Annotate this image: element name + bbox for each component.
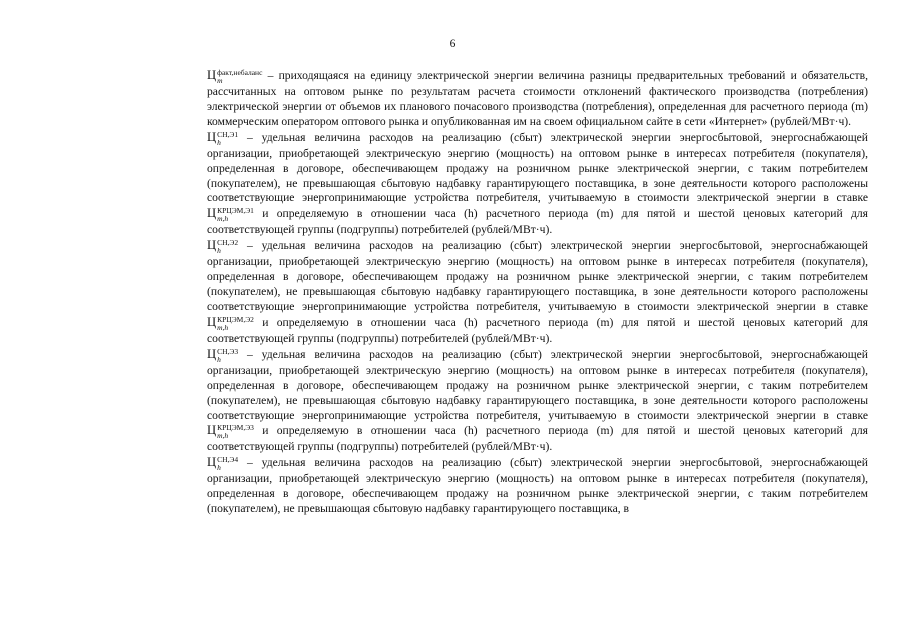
definition-sn-e1 (207, 130, 868, 239)
definition-text: – удельная величина расходов на реализацию (сбыт) электрической энергии энергосбытовой, энергоснабжающей организации, приобретающей электрическую энергию (мощность) на оптовом рынке в интересах потребителя (покупателя), определенная в договоре, обеспечивающем продажу на розничном рынке электрической энергии, с таким потребителем (покупателем), не превышающая сбытовую надбавку гарантирующего поставщика, в зоне деятельности которого расположены соответствующие энергопринимающие устройства потребителя, учитываемую в стоимости электрической энергии в ставке (207, 130, 868, 205)
definition-sn-e3 (207, 347, 868, 456)
definition-text: – удельная величина расходов на реализацию (сбыт) электрической энергии энергосбытовой, энергоснабжающей организации, приобретающей электрическую энергию (мощность) на оптовом рынке в интересах потребителя (покупателя), определенная в договоре, обеспечивающем продажу на розничном рынке электрической энергии, с таким потребителем (покупателем), не превышающая сбытовую надбавку гарантирующего поставщика, в (207, 456, 868, 516)
definition-text: – удельная величина расходов на реализацию (сбыт) электрической энергии энергосбытовой, энергоснабжающей организации, приобретающей электрическую энергию (мощность) на оптовом рынке в интересах потребителя (покупателя), определенная в договоре, обеспечивающем продажу на розничном рынке электрической энергии, с таким потребителем (покупателем), не превышающая сбытовую надбавку гарантирующего поставщика, в зоне деятельности которого расположены соответствующие энергопринимающие устройства потребителя, учитываемую в стоимости электрической энергии в ставке (207, 347, 868, 422)
definition-text-tail: и определяемую в отношении часа (h) расчетного периода (m) для пятой и шестой ценовых категорий для соответствующей группы (подгруппы) потребителей (рублей/МВт·ч). (207, 424, 868, 454)
formula-symbol: Ц СН,Э4 h (207, 455, 239, 473)
inline-formula-symbol: Ц КРЦЭМ,Э3 m,h (207, 423, 254, 441)
definition-text-tail: и определяемую в отношении часа (h) расчетного периода (m) для пятой и шестой ценовых категорий для соответствующей группы (подгруппы) потребителей (рублей/МВт·ч). (207, 207, 868, 237)
formula-symbol: Ц факт,небаланс m (207, 68, 263, 85)
definition-fact-imbalance (207, 68, 868, 130)
inline-formula-symbol: Ц КРЦЭМ,Э2 m,h (207, 314, 254, 332)
formula-symbol: Ц СН,Э3 h (207, 346, 239, 364)
definition-sn-e2 (207, 238, 868, 347)
definition-text: – приходящаяся на единицу электрической энергии величина разницы предварительных требований и обязательств, рассчитанных на оптовом рынке по результатам расчета стоимости отклонений фактического производства (потребления) электрической энергии от объемов их планового почасового производства (потребления), определенная для расчетного периода (m) коммерческим оператором оптового рынка и опубликованная им на своем официальном сайте в сети «Интернет» (рублей/МВт·ч). (207, 69, 868, 128)
document-body (207, 68, 868, 517)
formula-symbol: Ц СН,Э1 h (207, 129, 239, 147)
definition-sn-e4 (207, 455, 868, 517)
inline-formula-symbol: Ц КРЦЭМ,Э1 m,h (207, 206, 254, 224)
page-number: 6 (449, 38, 456, 50)
definition-text-tail: и определяемую в отношении часа (h) расчетного периода (m) для пятой и шестой ценовых категорий для соответствующей группы (подгруппы) потребителей (рублей/МВт·ч). (207, 315, 868, 345)
formula-symbol: Ц СН,Э2 h (207, 238, 239, 256)
definition-text: – удельная величина расходов на реализацию (сбыт) электрической энергии энергосбытовой, энергоснабжающей организации, приобретающей электрическую энергию (мощность) на оптовом рынке в интересах потребителя (покупателя), определенная в договоре, обеспечивающем продажу на розничном рынке электрической энергии, с таким потребителем (покупателем), не превышающая сбытовую надбавку гарантирующего поставщика, в зоне деятельности которого расположены соответствующие энергопринимающие устройства потребителя, учитываемую в стоимости электрической энергии в ставке (207, 239, 868, 313)
